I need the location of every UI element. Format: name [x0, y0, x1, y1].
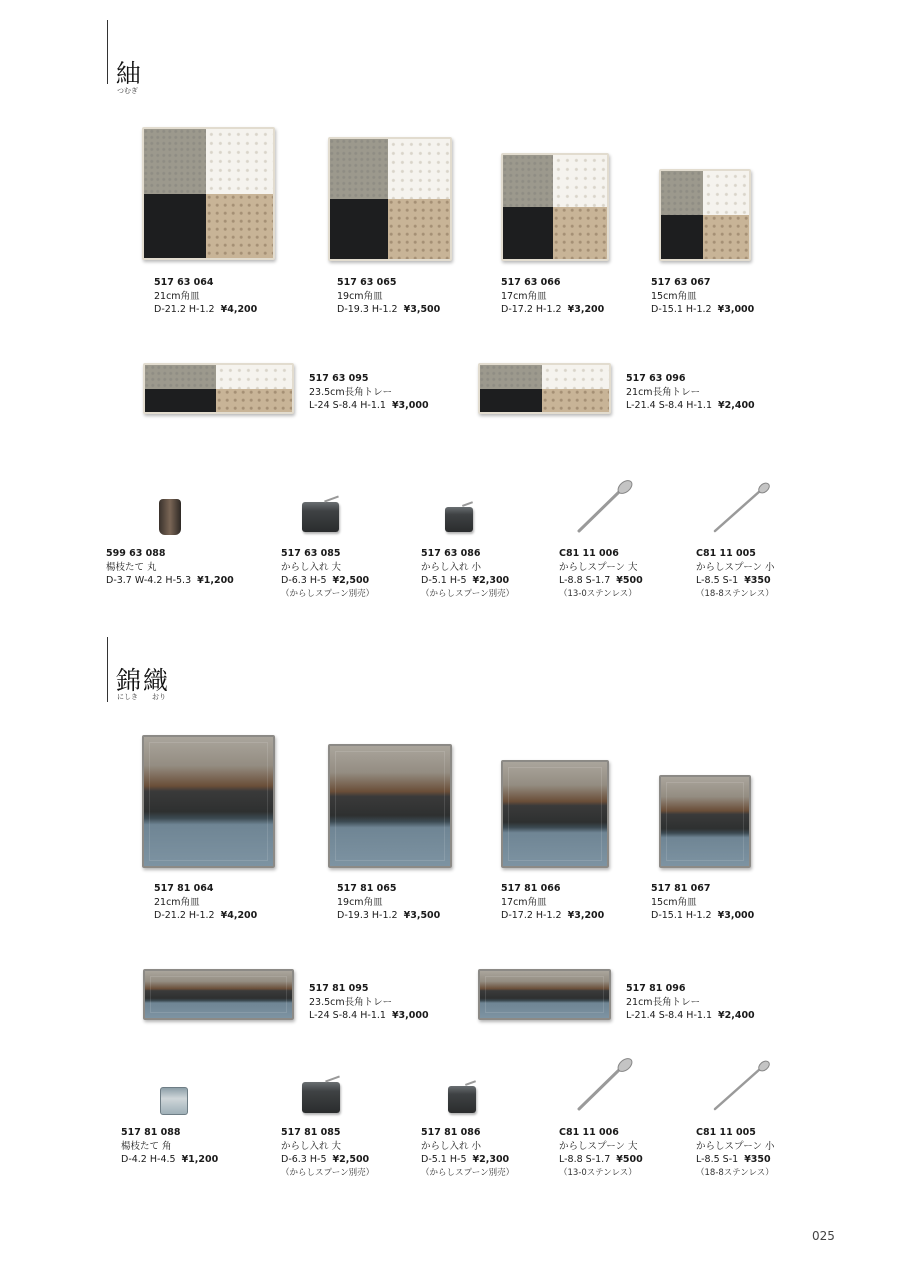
product-name: からし入れ 小: [421, 561, 482, 573]
product-info: [154, 882, 257, 923]
product-info: [651, 882, 754, 923]
product-price: ¥3,000: [391, 400, 429, 411]
product-dims: D-15.1 H-1.2: [651, 304, 712, 315]
product-image-plate-15cm: [659, 169, 751, 261]
product-note: （からしスプーン別売）: [421, 1167, 515, 1178]
section-ruby: にしき おり: [117, 693, 166, 701]
product-note: （からしスプーン別売）: [281, 588, 375, 599]
product-name: 17cm角皿: [501, 896, 547, 908]
product-image-tray-21cm: [478, 363, 611, 414]
product-info: [121, 1126, 218, 1167]
product-info: [106, 547, 234, 588]
product-code: 517 63 086: [421, 548, 481, 559]
product-dims: L-21.4 S-8.4 H-1.1: [626, 1010, 712, 1021]
product-image-toothpick-holder: [159, 499, 181, 535]
product-info: [626, 372, 755, 413]
product-dims: L-8.8 S-1.7: [559, 1154, 611, 1165]
product-image-plate-17cm: [501, 760, 609, 868]
product-price: ¥3,200: [567, 910, 605, 921]
product-dims: D-19.3 H-1.2: [337, 910, 398, 921]
product-code: C81 11 006: [559, 548, 619, 559]
product-dims: D-17.2 H-1.2: [501, 910, 562, 921]
product-dims: D-4.2 H-4.5: [121, 1154, 176, 1165]
product-code: 517 63 085: [281, 548, 341, 559]
product-price: ¥3,000: [391, 1010, 429, 1021]
product-price: ¥2,500: [332, 1154, 370, 1165]
product-code: 517 63 095: [309, 373, 369, 384]
product-image-spoon-large: [573, 1056, 635, 1114]
product-code: 517 81 064: [154, 883, 214, 894]
product-price: ¥3,000: [717, 910, 755, 921]
product-price: ¥3,200: [567, 304, 605, 315]
product-info: [696, 1126, 775, 1180]
product-name: 19cm角皿: [337, 896, 383, 908]
product-image-plate-21cm: [142, 127, 275, 260]
product-name: 15cm角皿: [651, 896, 697, 908]
product-price: ¥500: [616, 575, 643, 586]
product-info: [154, 276, 257, 317]
product-dims: L-8.5 S-1: [696, 1154, 739, 1165]
product-info: [281, 547, 374, 601]
product-price: ¥2,400: [718, 400, 755, 411]
product-code: C81 11 006: [559, 1127, 619, 1138]
product-dims: L-24 S-8.4 H-1.1: [309, 400, 386, 411]
product-code: 599 63 088: [106, 548, 166, 559]
product-code: 517 81 088: [121, 1127, 181, 1138]
product-note: （からしスプーン別売）: [281, 1167, 375, 1178]
product-price: ¥1,200: [197, 575, 234, 586]
product-price: ¥3,500: [403, 304, 441, 315]
product-name: からし入れ 大: [281, 561, 342, 573]
section-divider: [107, 637, 108, 702]
product-info: [559, 547, 643, 601]
section-divider: [107, 20, 108, 84]
product-image-plate-21cm: [142, 735, 275, 868]
product-info: [421, 1126, 514, 1180]
product-price: ¥1,200: [181, 1154, 219, 1165]
product-image-spoon-large: [573, 478, 635, 536]
product-name: 21cm角皿: [154, 896, 200, 908]
product-note: （18-8ステンレス）: [696, 588, 774, 599]
product-dims: D-6.3 H-5: [281, 1154, 327, 1165]
product-note: （13-0ステンレス）: [559, 588, 637, 599]
product-code: 517 81 066: [501, 883, 561, 894]
product-info: [696, 547, 775, 601]
product-info: [559, 1126, 643, 1180]
product-dims: D-5.1 H-5: [421, 575, 467, 586]
product-image-plate-15cm: [659, 775, 751, 868]
product-code: 517 81 095: [309, 983, 369, 994]
product-price: ¥4,200: [220, 304, 258, 315]
product-price: ¥500: [616, 1154, 643, 1165]
product-price: ¥2,500: [332, 575, 370, 586]
product-image-mustard-pot-small: [445, 507, 473, 532]
product-code: 517 81 067: [651, 883, 711, 894]
product-code: 517 81 065: [337, 883, 397, 894]
product-note: （13-0ステンレス）: [559, 1167, 637, 1178]
product-info: [309, 982, 429, 1023]
product-price: ¥3,000: [717, 304, 755, 315]
product-info: [337, 882, 440, 923]
product-note: （からしスプーン別売）: [421, 588, 515, 599]
product-code: 517 63 066: [501, 277, 561, 288]
product-name: 21cm角皿: [154, 290, 200, 302]
product-code: 517 81 086: [421, 1127, 481, 1138]
product-dims: L-21.4 S-8.4 H-1.1: [626, 400, 712, 411]
product-code: 517 63 065: [337, 277, 397, 288]
product-image-tray-23-5cm: [143, 363, 294, 414]
product-dims: D-5.1 H-5: [421, 1154, 467, 1165]
product-info: [309, 372, 429, 413]
product-dims: D-21.2 H-1.2: [154, 304, 215, 315]
product-code: C81 11 005: [696, 1127, 756, 1138]
product-name: 楊枝たて 丸: [106, 561, 157, 573]
product-dims: D-21.2 H-1.2: [154, 910, 215, 921]
product-image-spoon-small: [710, 480, 772, 536]
product-info: [281, 1126, 374, 1180]
product-name: からしスプーン 大: [559, 1140, 638, 1152]
product-info: [501, 276, 604, 317]
product-name: 楊枝たて 角: [121, 1140, 172, 1152]
product-price: ¥350: [744, 1154, 771, 1165]
product-image-tray-21cm: [478, 969, 611, 1020]
product-info: [501, 882, 604, 923]
product-dims: L-8.8 S-1.7: [559, 575, 611, 586]
product-price: ¥2,300: [472, 1154, 510, 1165]
product-name: からしスプーン 小: [696, 561, 775, 573]
product-name: 23.5cm長角トレー: [309, 386, 393, 398]
product-name: 15cm角皿: [651, 290, 697, 302]
product-dims: L-8.5 S-1: [696, 575, 739, 586]
product-image-plate-19cm: [328, 137, 452, 261]
product-image-tray-23-5cm: [143, 969, 294, 1020]
product-dims: D-19.3 H-1.2: [337, 304, 398, 315]
product-dims: D-6.3 H-5: [281, 575, 327, 586]
product-dims: D-3.7 W-4.2 H-5.3: [106, 575, 192, 586]
product-code: 517 63 096: [626, 373, 686, 384]
product-name: からし入れ 大: [281, 1140, 342, 1152]
product-info: [651, 276, 754, 317]
product-name: からしスプーン 小: [696, 1140, 775, 1152]
product-dims: L-24 S-8.4 H-1.1: [309, 1010, 386, 1021]
product-info: [337, 276, 440, 317]
product-price: ¥3,500: [403, 910, 441, 921]
product-name: 21cm長角トレー: [626, 996, 701, 1008]
product-image-toothpick-holder: [160, 1087, 188, 1115]
page-number: 025: [812, 1229, 835, 1243]
product-image-mustard-pot-small: [448, 1086, 476, 1113]
section-title: 錦織: [116, 666, 171, 695]
product-dims: D-17.2 H-1.2: [501, 304, 562, 315]
product-code: 517 63 064: [154, 277, 214, 288]
product-price: ¥2,300: [472, 575, 510, 586]
product-image-plate-17cm: [501, 153, 609, 261]
product-image-mustard-pot-large: [302, 1082, 340, 1113]
product-code: 517 81 096: [626, 983, 686, 994]
product-image-mustard-pot-large: [302, 502, 339, 532]
product-name: 21cm長角トレー: [626, 386, 701, 398]
product-name: 17cm角皿: [501, 290, 547, 302]
product-image-spoon-small: [710, 1058, 772, 1114]
section-ruby: つむぎ: [117, 87, 138, 95]
product-info: [626, 982, 755, 1023]
product-price: ¥350: [744, 575, 771, 586]
product-name: からしスプーン 大: [559, 561, 638, 573]
product-code: C81 11 005: [696, 548, 756, 559]
product-info: [421, 547, 514, 601]
product-name: 23.5cm長角トレー: [309, 996, 393, 1008]
product-code: 517 63 067: [651, 277, 711, 288]
product-image-plate-19cm: [328, 744, 452, 868]
section-title: 紬: [116, 59, 144, 88]
product-code: 517 81 085: [281, 1127, 341, 1138]
product-dims: D-15.1 H-1.2: [651, 910, 712, 921]
product-name: 19cm角皿: [337, 290, 383, 302]
product-price: ¥2,400: [718, 1010, 755, 1021]
product-note: （18-8ステンレス）: [696, 1167, 774, 1178]
product-price: ¥4,200: [220, 910, 258, 921]
product-name: からし入れ 小: [421, 1140, 482, 1152]
